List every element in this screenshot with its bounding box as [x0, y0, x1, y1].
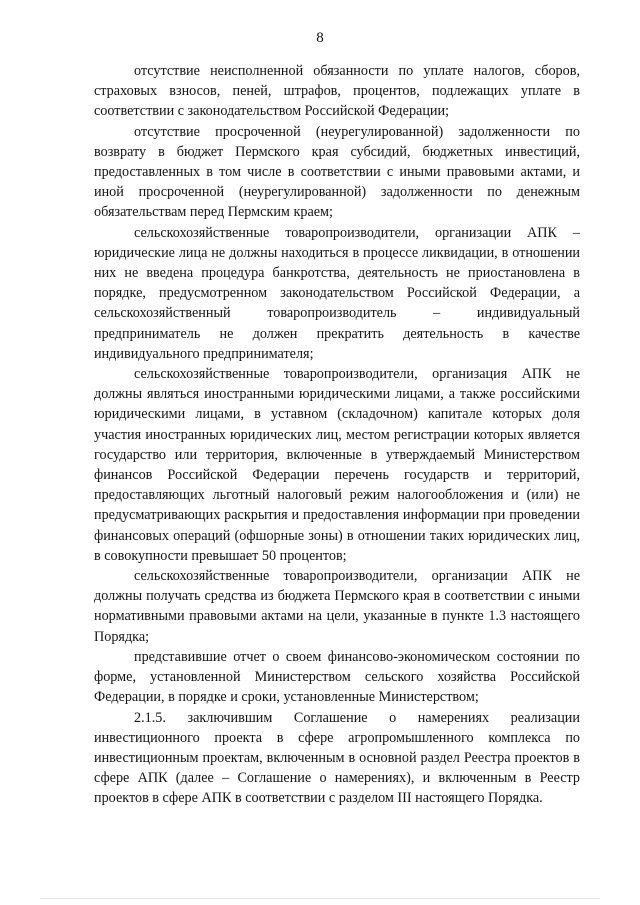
paragraph-tax-obligations: отсутствие неисполненной обязанности по уплате налогов, сборов, страховых взносов, пеней, штрафов, процентов, подлежащих уплате в соответствии с законодательством Российской Федерации;: [94, 63, 580, 120]
page-number: 8: [316, 30, 324, 46]
paragraph-foreign-entities: сельскохозяйственные товаропроизводители, организация АПК не должны являться иностранными юридическими лицами, а также российскими юридическими лицами, в уставном (складочном) капитале которых доля участия иностранных юридических лиц, местом регистрации которых является государство или территория, включенные в утверждаемый Министерством финансов Российской Федерации перечень государств и территорий, предоставляющих льготный налоговый режим налогообложения и (или) не предусматривающих раскрытия и предоставления информации при проведении финансовых операций (офшорные зоны) в отношении таких юридических лиц, в совокупности превышает 50 процентов;: [94, 366, 580, 564]
paragraph-liquidation: сельскохозяйственные товаропроизводители, организации АПК – юридические лица не должны находиться в процессе ликвидации, в отношении них не введена процедура банкротства, деятельность не приостановлена в порядке, предусмотренном законодательством Российской Федерации, а сельскохозяйственный товаропроизводитель – индивидуальный предприниматель не должен прекратить деятельность в качестве индивидуального предпринимателя;: [94, 224, 580, 362]
paragraph-budget-debt: отсутствие просроченной (неурегулированной) задолженности по возврату в бюджет Пермского края субсидий, бюджетных инвестиций, предоставленных в том числе в соответствии с иными правовыми актами, и иной просроченной (неурегулированной) задолженности по денежным обязательствам перед Пермским краем;: [94, 123, 580, 221]
paragraph-other-funds: сельскохозяйственные товаропроизводители, организации АПК не должны получать средства из бюджета Пермского края в соответствии с иными нормативными правовыми актами на цели, указанные в пункте 1.3 настоящего Порядка;: [94, 568, 580, 645]
paragraph-financial-report: представившие отчет о своем финансово-экономическом состоянии по форме, установленной Министерством сельского хозяйства Российской Федерации, в порядке и сроки, установленные Министерством;: [94, 648, 580, 706]
document-body: [94, 61, 580, 809]
paragraph-clause-2-1-5: 2.1.5. заключившим Соглашение о намерениях реализации инвестиционного проекта в сфере агропромышленного комплекса по инвестиционным проектам, включенным в основной раздел Реестра проектов в сфере АПК (далее – Соглашение о намерениях), и включенным в Реестр проектов в сфере АПК в соответствии с разделом III настоящего Порядка.: [94, 709, 580, 807]
scan-edge-divider: [40, 898, 600, 899]
